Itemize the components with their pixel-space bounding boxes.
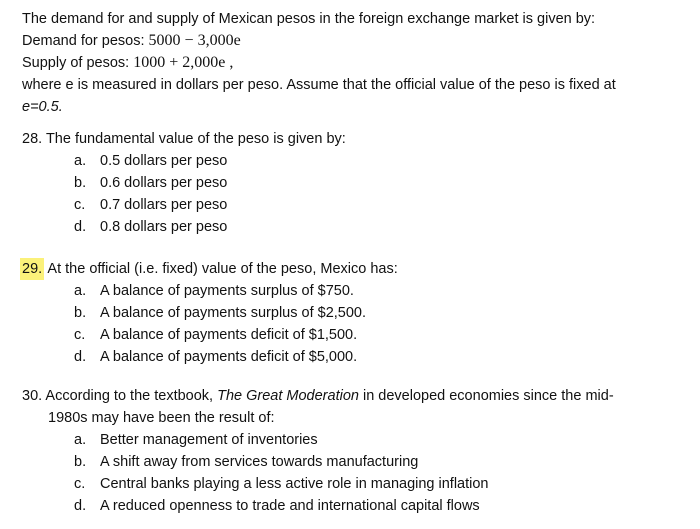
question-number-highlight: 29.	[20, 258, 44, 280]
option-text: A balance of payments surplus of $2,500.	[100, 305, 367, 321]
option-c	[22, 194, 682, 216]
intro-line-4: where e is measured in dollars per peso. Assume that the official value of the peso is fixed at	[22, 77, 616, 93]
question-text-continuation: 1980s may have been the result of:	[48, 410, 275, 426]
option-text: 0.5 dollars per peso	[100, 153, 228, 169]
option-b	[22, 302, 682, 324]
question-text-italic: The Great Moderation	[217, 388, 359, 404]
option-letter: b.	[74, 305, 87, 321]
option-d	[22, 346, 682, 368]
option-text: Better management of inventories	[100, 432, 318, 448]
question-number: 30.	[22, 388, 43, 404]
option-letter: a.	[74, 153, 87, 169]
question-stem	[22, 258, 682, 280]
option-text: A reduced openness to trade and international capital flows	[100, 498, 480, 514]
option-b	[22, 172, 682, 194]
option-d	[22, 216, 682, 238]
option-text: 0.7 dollars per peso	[100, 197, 228, 213]
question-stem	[22, 128, 682, 150]
supply-equation: 1000 + 2,000e ,	[133, 54, 234, 71]
question-30	[22, 385, 682, 517]
document-page	[22, 8, 682, 514]
option-b	[22, 451, 682, 473]
option-text: 0.6 dollars per peso	[100, 175, 228, 191]
option-a	[22, 429, 682, 451]
question-text-pre: According to the textbook,	[45, 388, 218, 404]
option-text: 0.8 dollars per peso	[100, 219, 228, 235]
option-letter: d.	[74, 349, 87, 365]
intro-line-5: e=0.5.	[22, 99, 63, 115]
option-list	[22, 280, 682, 368]
option-a	[22, 280, 682, 302]
option-list	[22, 429, 682, 517]
supply-line	[22, 52, 682, 74]
question-28	[22, 128, 682, 238]
option-d	[22, 495, 682, 517]
option-a	[22, 150, 682, 172]
demand-equation: 5000 − 3,000e	[148, 32, 241, 49]
option-c	[22, 473, 682, 495]
option-list	[22, 150, 682, 238]
option-letter: c.	[74, 197, 86, 213]
option-text: A balance of payments deficit of $1,500.	[100, 327, 358, 343]
demand-label: Demand for pesos:	[22, 33, 149, 49]
option-letter: a.	[74, 283, 87, 299]
question-text-post: in developed economies since the mid-	[358, 388, 614, 404]
intro-line-1: The demand for and supply of Mexican pesos in the foreign exchange market is given by:	[22, 11, 596, 27]
option-letter: d.	[74, 498, 87, 514]
question-29	[22, 258, 682, 368]
option-text: A balance of payments deficit of $5,000.	[100, 349, 358, 365]
option-letter: a.	[74, 432, 87, 448]
demand-line	[22, 30, 682, 52]
option-text: A shift away from services towards manufacturing	[100, 454, 419, 470]
option-letter: d.	[74, 219, 87, 235]
option-letter: b.	[74, 454, 87, 470]
question-stem	[22, 385, 682, 407]
question-text: At the official (i.e. fixed) value of the peso, Mexico has:	[47, 261, 398, 277]
option-text: A balance of payments surplus of $750.	[100, 283, 354, 299]
option-c	[22, 324, 682, 346]
option-text: Central banks playing a less active role in managing inflation	[100, 476, 489, 492]
option-letter: c.	[74, 327, 86, 343]
question-number: 28.	[22, 131, 43, 147]
option-letter: b.	[74, 175, 87, 191]
question-text: The fundamental value of the peso is given by:	[45, 131, 346, 147]
option-letter: c.	[74, 476, 86, 492]
supply-label: Supply of pesos:	[22, 55, 134, 71]
